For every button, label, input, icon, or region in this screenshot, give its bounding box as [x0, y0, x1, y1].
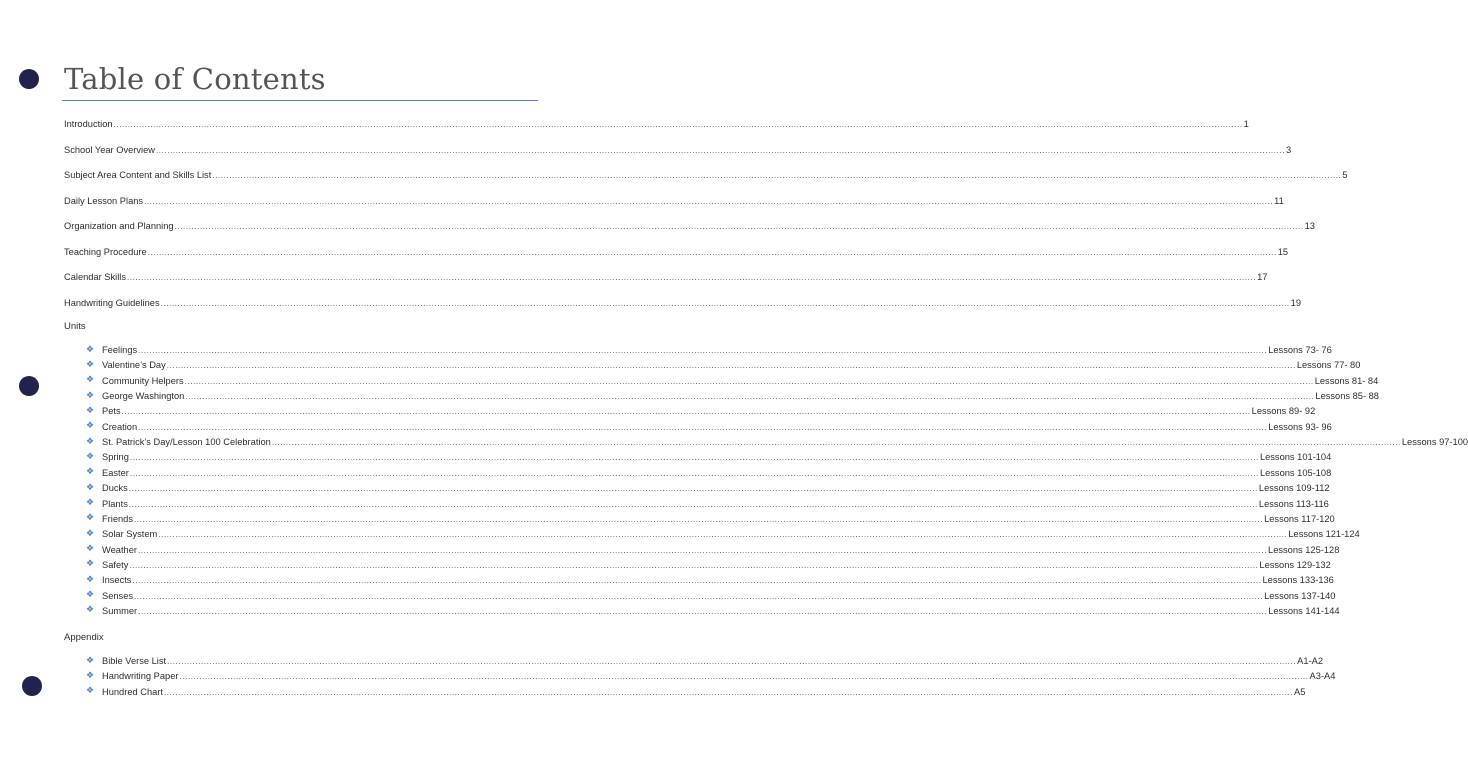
- entry-label: Calendar Skills: [64, 272, 127, 282]
- dot-leader: ................................................................................................................................................................................................................................................................................................................................................................................................................: [129, 468, 1259, 478]
- unit-entry: [102, 590, 1336, 601]
- entry-label: Teaching Procedure: [64, 246, 147, 257]
- entry-label: Solar System: [102, 529, 158, 540]
- page-reference: Lessons 89- 92: [1251, 406, 1316, 417]
- unit-entry: [102, 406, 1316, 417]
- page-reference: 5: [1342, 170, 1348, 180]
- page-reference: Lessons 101-104: [1259, 452, 1332, 463]
- diamond-bullet-icon: ❖: [86, 670, 95, 681]
- page-reference: Lessons 105-108: [1259, 467, 1332, 478]
- diamond-bullet-icon: ❖: [86, 574, 95, 585]
- unit-entry: [102, 605, 1340, 616]
- dot-leader: ................................................................................................................................................................................................................................................................................................................................................................................................................: [138, 606, 1268, 616]
- dot-leader: ................................................................................................................................................................................................................................................................................................................................................................................................................: [137, 545, 1268, 555]
- diamond-bullet-icon: ❖: [86, 498, 95, 508]
- unit-entry: [102, 421, 1332, 432]
- page-reference: Lessons 133-136: [1262, 575, 1334, 586]
- page-reference: Lessons 77- 80: [1296, 360, 1361, 371]
- appendix-entry: [102, 686, 1306, 697]
- dot-leader: ................................................................................................................................................................................................................................................................................................................................................................................................................: [132, 576, 1262, 586]
- entry-label: Friends: [102, 513, 134, 524]
- diamond-bullet-icon: ❖: [86, 451, 95, 462]
- dot-leader: ................................................................................................................................................................................................................................................................................................................................................................................................................: [134, 514, 1264, 524]
- diamond-bullet-icon: ❖: [86, 344, 95, 355]
- page-reference: Lessons 113-116: [1258, 498, 1329, 509]
- diamond-bullet-icon: ❖: [86, 590, 95, 601]
- page-reference: Lessons 93- 96: [1268, 421, 1332, 432]
- diamond-bullet-icon: ❖: [86, 421, 95, 432]
- entry-label: Spring: [102, 452, 129, 463]
- dot-leader: ................................................................................................................................................................................................................................................................................................................................................................................................................: [129, 560, 1259, 570]
- page-reference: Lessons 117-120: [1264, 513, 1335, 524]
- unit-entry: [102, 529, 1360, 540]
- dot-leader: ................................................................................................................................................................................................................................................................................................................................................................................................................: [134, 591, 1264, 601]
- page-reference: 3: [1286, 144, 1292, 155]
- entry-label: St. Patrick’s Day/Lesson 100 Celebration: [102, 437, 271, 448]
- unit-entry: [102, 544, 1340, 555]
- diamond-bullet-icon: ❖: [86, 686, 95, 697]
- unit-entry: [102, 559, 1331, 570]
- entry-label: Safety: [102, 559, 129, 570]
- page-reference: Lessons 81- 84: [1314, 375, 1379, 386]
- entry-label: Easter: [102, 467, 129, 478]
- entry-label: Hundred Chart: [102, 686, 163, 697]
- unit-entry: [102, 498, 1329, 509]
- appendix-entry: [102, 656, 1323, 666]
- diamond-bullet-icon: ❖: [86, 482, 95, 493]
- entry-label: Subject Area Content and Skills List: [64, 170, 212, 180]
- page-reference: Lessons 73- 76: [1268, 345, 1332, 355]
- page-reference: 11: [1274, 195, 1284, 206]
- dot-leader: ................................................................................................................................................................................................................................................................................................................................................................................................................: [174, 222, 1304, 231]
- page-title: Table of Contents: [64, 62, 326, 96]
- diamond-bullet-icon: ❖: [86, 405, 95, 416]
- entry-label: Creation: [102, 421, 138, 432]
- toc-entry: [64, 297, 1302, 308]
- unit-entry: [102, 452, 1332, 463]
- page-reference: A3-A4: [1309, 671, 1336, 682]
- unit-entry: [102, 575, 1334, 586]
- page-reference: Lessons 109-112: [1258, 483, 1330, 494]
- entry-label: Summer: [102, 605, 138, 616]
- dot-leader: ................................................................................................................................................................................................................................................................................................................................................................................................................: [184, 376, 1314, 386]
- section-heading-appendix: Appendix: [64, 632, 104, 643]
- dot-leader: ................................................................................................................................................................................................................................................................................................................................................................................................................: [129, 453, 1259, 463]
- page-reference: 13: [1304, 221, 1315, 231]
- appendix-entry: [102, 671, 1336, 682]
- toc-entry: [64, 246, 1289, 257]
- dot-leader: ................................................................................................................................................................................................................................................................................................................................................................................................................: [166, 361, 1296, 371]
- section-heading-units: Units: [64, 321, 86, 332]
- unit-entry: [102, 513, 1335, 524]
- dot-leader: ................................................................................................................................................................................................................................................................................................................................................................................................................: [121, 407, 1251, 417]
- page-reference: Lessons 125-128: [1268, 544, 1340, 555]
- page-reference: Lessons 97-100: [1401, 437, 1468, 448]
- dot-leader: ................................................................................................................................................................................................................................................................................................................................................................................................................: [160, 298, 1290, 308]
- diamond-bullet-icon: ❖: [86, 513, 95, 524]
- diamond-bullet-icon: ❖: [86, 559, 95, 570]
- diamond-bullet-icon: ❖: [86, 528, 95, 539]
- entry-label: Handwriting Paper: [102, 671, 179, 682]
- unit-entry: [102, 345, 1332, 355]
- dot-leader: ................................................................................................................................................................................................................................................................................................................................................................................................................: [163, 687, 1294, 697]
- dot-leader: ................................................................................................................................................................................................................................................................................................................................................................................................................: [127, 273, 1257, 282]
- entry-label: Feelings: [102, 345, 138, 355]
- page-reference: Lessons 141-144: [1268, 605, 1340, 616]
- entry-label: Introduction: [64, 119, 113, 129]
- entry-label: School Year Overview: [64, 144, 155, 155]
- entry-label: Handwriting Guidelines: [64, 297, 160, 308]
- dot-leader: ................................................................................................................................................................................................................................................................................................................................................................................................................: [212, 171, 1342, 180]
- dot-leader: ................................................................................................................................................................................................................................................................................................................................................................................................................: [128, 484, 1258, 494]
- dot-leader: ................................................................................................................................................................................................................................................................................................................................................................................................................: [138, 346, 1268, 355]
- entry-label: Daily Lesson Plans: [64, 195, 144, 206]
- diamond-bullet-icon: ❖: [86, 605, 95, 616]
- toc-entry: [64, 119, 1249, 129]
- diamond-bullet-icon: ❖: [86, 375, 95, 386]
- entry-label: Pets: [102, 406, 121, 417]
- dot-leader: ................................................................................................................................................................................................................................................................................................................................................................................................................: [138, 422, 1268, 432]
- unit-entry: [102, 360, 1361, 371]
- entry-label: Organization and Planning: [64, 221, 174, 231]
- toc-entry: [64, 170, 1348, 180]
- entry-label: Senses: [102, 590, 134, 601]
- entry-label: Ducks: [102, 483, 128, 494]
- toc-entry: [64, 272, 1268, 282]
- unit-entry: [102, 375, 1379, 386]
- unit-entry: [102, 391, 1379, 402]
- entry-label: Valentine’s Day: [102, 360, 166, 371]
- toc-entry: [64, 144, 1292, 155]
- diamond-bullet-icon: ❖: [86, 390, 95, 401]
- page-reference: 19: [1290, 297, 1302, 308]
- page-reference: Lessons 129-132: [1259, 559, 1331, 570]
- page-reference: 15: [1277, 246, 1289, 257]
- page-reference: Lessons 85- 88: [1315, 391, 1379, 402]
- entry-label: George Washington: [102, 391, 185, 402]
- punch-hole-bottom: [22, 676, 42, 696]
- unit-entry: [102, 483, 1330, 494]
- entry-label: Community Helpers: [102, 375, 184, 386]
- page-reference: Lessons 121-124: [1288, 529, 1360, 540]
- diamond-bullet-icon: ❖: [86, 544, 95, 555]
- page-reference: 17: [1257, 272, 1268, 282]
- unit-entry: [102, 437, 1468, 448]
- dot-leader: ................................................................................................................................................................................................................................................................................................................................................................................................................: [158, 530, 1288, 540]
- toc-entry: [64, 195, 1284, 206]
- page-reference: A1-A2: [1297, 656, 1323, 666]
- dot-leader: ................................................................................................................................................................................................................................................................................................................................................................................................................: [144, 196, 1274, 206]
- diamond-bullet-icon: ❖: [86, 436, 95, 447]
- page-reference: 1: [1243, 119, 1249, 129]
- entry-label: Bible Verse List: [102, 656, 167, 666]
- entry-label: Insects: [102, 575, 132, 586]
- diamond-bullet-icon: ❖: [86, 655, 95, 666]
- toc-entry: [64, 221, 1315, 231]
- dot-leader: ................................................................................................................................................................................................................................................................................................................................................................................................................: [113, 120, 1243, 129]
- page-reference: A5: [1294, 686, 1306, 697]
- unit-entry: [102, 467, 1332, 478]
- dot-leader: ................................................................................................................................................................................................................................................................................................................................................................................................................: [167, 657, 1297, 666]
- dot-leader: ................................................................................................................................................................................................................................................................................................................................................................................................................: [155, 145, 1286, 155]
- dot-leader: ................................................................................................................................................................................................................................................................................................................................................................................................................: [271, 438, 1401, 448]
- dot-leader: ................................................................................................................................................................................................................................................................................................................................................................................................................: [179, 672, 1309, 682]
- diamond-bullet-icon: ❖: [86, 467, 95, 478]
- punch-hole-middle: [19, 376, 39, 396]
- page-reference: Lessons 137-140: [1264, 590, 1336, 601]
- entry-label: Weather: [102, 544, 137, 555]
- dot-leader: ................................................................................................................................................................................................................................................................................................................................................................................................................: [185, 392, 1315, 402]
- title-underline: [62, 100, 538, 101]
- punch-hole-top: [19, 69, 39, 89]
- dot-leader: ................................................................................................................................................................................................................................................................................................................................................................................................................: [147, 247, 1277, 257]
- entry-label: Plants: [102, 498, 128, 509]
- diamond-bullet-icon: ❖: [86, 359, 95, 370]
- dot-leader: ................................................................................................................................................................................................................................................................................................................................................................................................................: [128, 499, 1258, 509]
